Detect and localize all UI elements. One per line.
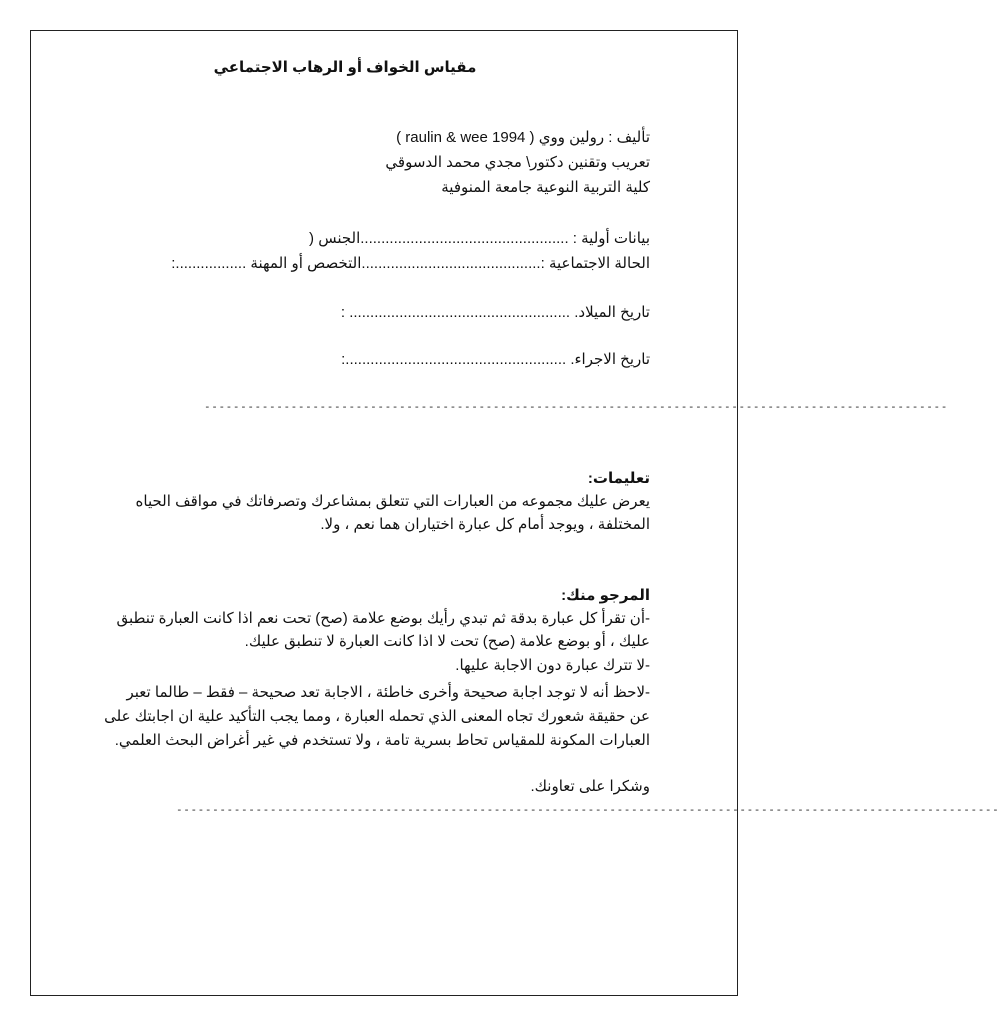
- separator-line: ------------------------------------------------------------------------------------------------------------------: [176, 803, 999, 816]
- request-text: -أن تقرأ كل عبارة بدقة ثم تبدي رأيك بوضع علامة (صح) تحت نعم اذا كانت العبارة تنطبق: [116, 610, 650, 627]
- thanks-line: وشكرا على تعاونك.: [530, 778, 650, 795]
- page-border: [30, 30, 999, 996]
- separator-line: -------------------------------------------------------------------------------------------------------: [204, 400, 948, 413]
- marital-status-field: الحالة الاجتماعية :...........................................التخصص أو المهنة .................:: [171, 255, 650, 272]
- institution-line: كلية التربية النوعية جامعة المنوفية: [441, 179, 650, 196]
- request-text: -لا تترك عبارة دون الاجابة عليها.: [455, 657, 650, 674]
- procedure-date-field: تاريخ الاجراء. .....................................................:: [341, 351, 650, 368]
- instructions-heading: تعليمات:: [587, 470, 650, 487]
- primary-data-field: بيانات أولية : ..................................................الجنس (: [309, 230, 650, 247]
- request-text: عليك ، أو بوضع علامة (صح) تحت لا اذا كانت العبارة لا تنطبق عليك.: [244, 633, 650, 650]
- author-line: تألیف : رولين ووي ( 1994 raulin & wee ): [396, 129, 650, 146]
- birth-date-field: تاريخ الميلاد. ..................................................... :: [340, 304, 650, 321]
- request-text: عن حقيقة شعورك تجاه المعنى الذي تحمله العبارة ، ومما يجب التأكيد علية ان اجابتك على: [104, 708, 650, 725]
- translation-line: تعريب وتقنين دكتور\ مجدي محمد الدسوقي: [385, 154, 650, 171]
- instructions-text: المختلفة ، ويوجد أمام كل عبارة اختياران هما نعم ، ولا.: [320, 516, 650, 533]
- request-heading: المرجو منك:: [561, 587, 650, 604]
- instructions-text: يعرض عليك مجموعه من العبارات التي تتعلق بمشاعرك وتصرفاتك في مواقف الحياه: [135, 493, 650, 510]
- request-text: العبارات المكونة للمقياس تحاط بسرية تامة ، ولا تستخدم في غير أغراض البحث العلمي.: [114, 732, 650, 749]
- request-text: -لاحظ أنه لا توجد اجابة صحيحة وأخرى خاطئة ، الاجابة تعد صحيحة – فقط – طالما تعبر: [126, 684, 650, 701]
- document-title: مقياس الخواف أو الرهاب الاجتماعي: [213, 59, 477, 76]
